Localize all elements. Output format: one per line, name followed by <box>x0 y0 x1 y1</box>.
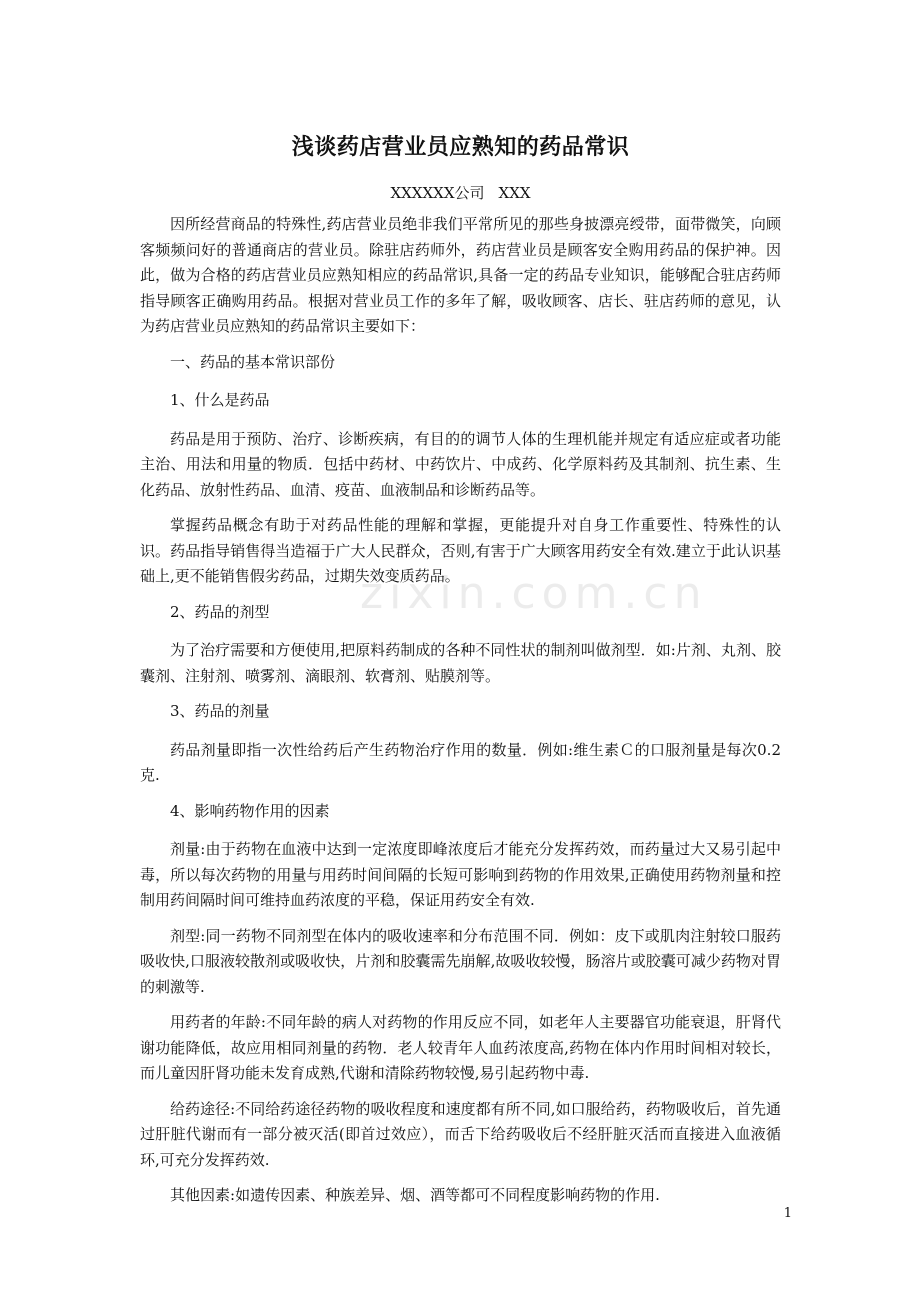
factor-label: 剂量: <box>170 840 206 858</box>
paragraph-dose: 药品剂量即指一次性给药后产生药物治疗作用的数量．例如:维生素Ｃ的口服剂量是每次0.2克. <box>140 740 781 784</box>
factor-text: 由于药物在血液中达到一定浓度即峰浓度后才能充分发挥药效，而药量过大又易引起中毒，所以每次药物的用量与用药时间间隔的长短可影响到药物的作用效果,正确使用药物剂量和控制用药间隔时间可维持血药浓度的平稳，保证用药安全有效. <box>140 840 781 909</box>
paragraph-factor-other <box>140 1183 781 1209</box>
document-page <box>140 128 781 1219</box>
document-title: 浅谈药店营业员应熟知的药品常识 <box>291 135 630 160</box>
section-heading-basics: 一、药品的基本常识部份 <box>170 352 336 371</box>
author-name: XXX <box>498 184 531 202</box>
factor-label: 用药者的年龄: <box>170 1013 266 1031</box>
intro-paragraph: 因所经营商品的特殊性,药店营业员绝非我们平常所见的那些身披漂亮绶带，面带微笑，向顾客频频问好的普通商店的营业员。除驻店药师外，药店营业员是顾客安全购用药品的保护神。因此，做为合格的药店营业员应熟知相应的药品常识,具备一定的药品专业知识，能够配合驻店药师指导顾客正确购用药品。根据对营业员工作的多年了解，吸收顾客、店长、驻店药师的意见，认为药店营业员应熟知的药品常识主要如下： <box>140 215 781 335</box>
paragraph-factor-age <box>140 1010 781 1087</box>
paragraph-factor-form <box>140 924 781 1001</box>
factor-text: 如遗传因素、种族差异、烟、酒等都可不同程度影响药物的作用. <box>235 1186 660 1204</box>
subheading-what-is-drug: 1、什么是药品 <box>170 391 270 409</box>
paragraph-dosage-forms: 为了治疗需要和方便使用,把原料药制成的各种不同性状的制剂叫做剂型．如:片剂、丸剂、胶囊剂、注射剂、喷雾剂、滴眼剂、软膏剂、贴膜剂等。 <box>140 641 781 685</box>
factor-label: 给药途径: <box>170 1099 236 1118</box>
subheading-influencing-factors: 4、影响药物作用的因素 <box>170 801 330 820</box>
factor-label: 剂型: <box>170 926 206 945</box>
paragraph-factor-dose <box>140 837 781 914</box>
paragraph-drug-definition: 药品是用于预防、治疗、诊断疾病，有目的的调节人体的生理机能并规定有适应症或者功能主治、用法和用量的物质．包括中药材、中药饮片、中成药、化学原料药及其制剂、抗生素、生化药品、放射性药品、血清、疫苗、血液制品和诊断药品等。 <box>140 429 781 499</box>
subheading-dosage-forms: 2、药品的剂型 <box>170 602 270 621</box>
factor-text: 不同给药途径药物的吸收程度和速度都有所不同,如口服给药，药物吸收后，首先通过肝脏代谢而有一部分被灭活(即首过效应），而舌下给药吸收后不经肝脏灭活而直接进入血液循环,可充分发挥药效. <box>140 1099 781 1169</box>
paragraph-drug-concept: 掌握药品概念有助于对药品性能的理解和掌握，更能提升对自身工作重要性、特殊性的认识。药品指导销售得当造福于广大人民群众，否则,有害于广大顾客用药安全有效.建立于此认识基础上,更不能销售假劣药品，过期失效变质药品。 <box>140 516 781 585</box>
page-number: 1 <box>783 1206 792 1221</box>
factor-text: 不同年龄的病人对药物的作用反应不同，如老年人主要器官功能衰退，肝肾代谢功能降低，故应用相同剂量的药物．老人较青年人血药浓度高,药物在体内作用时间相对较长，而儿童因肝肾功能未发育成熟,代谢和清除药物较慢,易引起药物中毒. <box>140 1013 781 1082</box>
factor-label: 其他因素: <box>170 1186 236 1204</box>
factor-text: 同一药物不同剂型在体内的吸收速率和分布范围不同．例如：皮下或肌肉注射较口服药吸收快,口服液较散剂或吸收快，片剂和胶囊需先崩解,故吸收较慢，肠溶片或胶囊可减少药物对胃的刺激等. <box>140 926 781 996</box>
paragraph-factor-route <box>140 1097 781 1174</box>
subheading-dose: 3、药品的剂量 <box>170 702 270 720</box>
author-line <box>140 176 781 210</box>
company-name: XXXXXX公司 <box>390 184 485 202</box>
site-watermark: zixin.com.cn <box>360 568 708 619</box>
